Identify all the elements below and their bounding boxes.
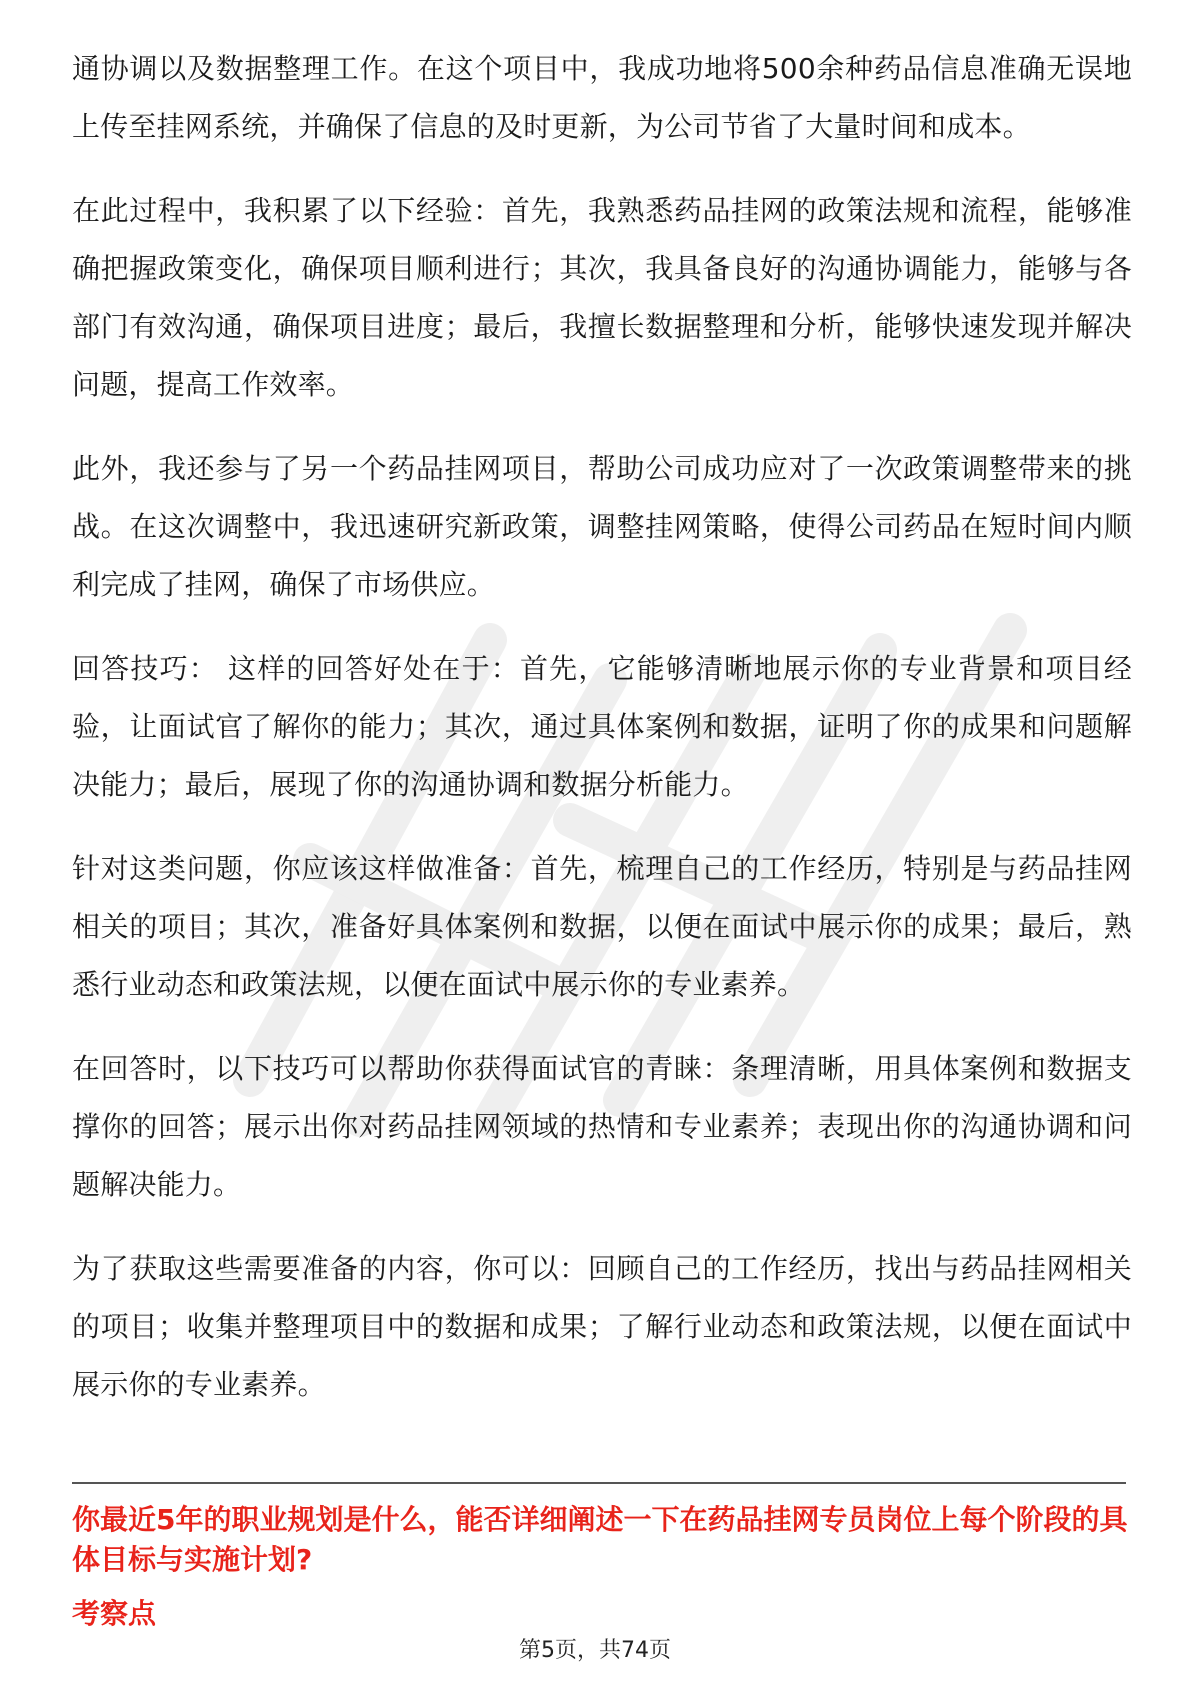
section-label: 考察点 <box>72 1597 157 1630</box>
paragraph: 针对这类问题，你应该这样做准备：首先，梳理自己的工作经历，特别是与药品挂网相关的项目；其次，准备好具体案例和数据，以便在面试中展示你的成果；最后，熟悉行业动态和政策法规，以便在面试中展示你的专业素养。 <box>72 852 1132 1001</box>
paragraph: 为了获取这些需要准备的内容，你可以：回顾自己的工作经历，找出与药品挂网相关的项目；收集并整理项目中的数据和成果；了解行业动态和政策法规，以便在面试中展示你的专业素养。 <box>72 1252 1132 1401</box>
paragraph: 回答技巧： 这样的回答好处在于：首先，它能够清晰地展示你的专业背景和项目经验，让面试官了解你的能力；其次，通过具体案例和数据，证明了你的成果和问题解决能力；最后，展现了你的沟通协调和数据分析能力。 <box>72 652 1132 801</box>
body-text <box>72 40 1132 1440</box>
question-heading: 你最近5年的职业规划是什么，能否详细阐述一下在药品挂网专员岗位上每个阶段的具体目标与实施计划? <box>72 1503 1128 1576</box>
paragraph: 此外，我还参与了另一个药品挂网项目，帮助公司成功应对了一次政策调整带来的挑战。在这次调整中，我迅速研究新政策，调整挂网策略，使得公司药品在短时间内顺利完成了挂网，确保了市场供应。 <box>72 452 1132 601</box>
paragraph: 在此过程中，我积累了以下经验：首先，我熟悉药品挂网的政策法规和流程，能够准确把握政策变化，确保项目顺利进行；其次，我具备良好的沟通协调能力，能够与各部门有效沟通，确保项目进度；最后，我擅长数据整理和分析，能够快速发现并解决问题，提高工作效率。 <box>72 194 1132 401</box>
section-divider <box>72 1482 1126 1484</box>
paragraph: 在回答时，以下技巧可以帮助你获得面试官的青睐：条理清晰，用具体案例和数据支撑你的回答；展示出你对药品挂网领域的热情和专业素养；表现出你的沟通协调和问题解决能力。 <box>72 1052 1132 1201</box>
page-number: 第5页，共74页 <box>519 1638 671 1663</box>
paragraph: 通协调以及数据整理工作。在这个项目中，我成功地将500余种药品信息准确无误地上传至挂网系统，并确保了信息的及时更新，为公司节省了大量时间和成本。 <box>72 52 1132 143</box>
